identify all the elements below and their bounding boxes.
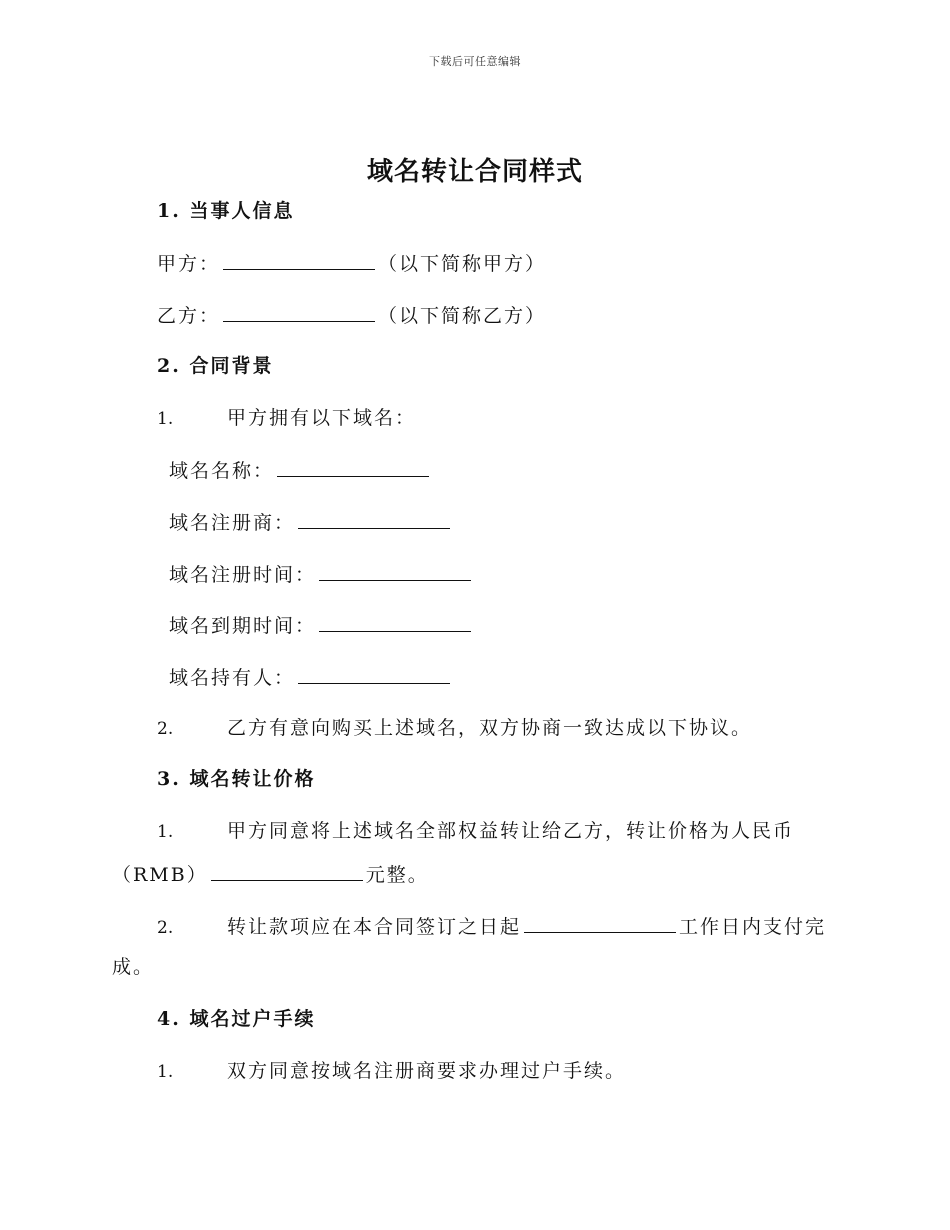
- price-item-1-continued: [112, 860, 429, 888]
- field-label: 域名注册时间：: [169, 564, 317, 586]
- payment-days-blank[interactable]: [524, 912, 676, 933]
- domain-registrar-blank[interactable]: [298, 508, 450, 529]
- party-b-blank[interactable]: [223, 301, 375, 322]
- party-b-label: 乙方：: [157, 305, 221, 327]
- item-number: 2.: [157, 719, 174, 739]
- transfer-item-1: [157, 1058, 626, 1085]
- field-label: 域名名称：: [169, 460, 275, 482]
- item-text: 乙方有意向购买上述域名，双方协商一致达成以下协议。: [227, 717, 753, 739]
- price-item-1: [157, 818, 794, 845]
- field-label: 域名持有人：: [169, 667, 296, 689]
- section-heading-background: 2. 合同背景: [157, 355, 274, 377]
- section-heading-transfer: 4. 域名过户手续: [157, 1008, 316, 1030]
- domain-holder-blank[interactable]: [298, 663, 450, 684]
- background-item-2: [157, 715, 752, 742]
- domain-expiry-time-field: [169, 611, 474, 639]
- document-title: 域名转让合同样式: [366, 157, 583, 187]
- item-text: 双方同意按域名注册商要求办理过户手续。: [227, 1060, 627, 1082]
- domain-holder-field: [169, 663, 453, 691]
- domain-registration-time-field: [169, 560, 474, 588]
- field-label: 域名到期时间：: [169, 615, 317, 637]
- field-label: 域名注册商：: [169, 512, 296, 534]
- party-a-label: 甲方：: [157, 253, 221, 275]
- domain-name-field: [169, 456, 432, 484]
- domain-expiry-time-blank[interactable]: [319, 611, 471, 632]
- price-item-2-continued: 成。: [112, 956, 155, 978]
- party-b-line: [157, 301, 546, 329]
- item-text-suffix: 工作日内支付完: [679, 916, 827, 938]
- amount-suffix: 元整。: [365, 864, 429, 886]
- domain-registration-time-blank[interactable]: [319, 560, 471, 581]
- item-number: 1.: [157, 1062, 174, 1082]
- price-item-2: [157, 912, 826, 941]
- item-number: 1.: [157, 822, 174, 842]
- party-a-blank[interactable]: [223, 249, 375, 270]
- section-heading-price: 3. 域名转让价格: [157, 768, 316, 790]
- item-number: 1.: [157, 409, 174, 429]
- domain-name-blank[interactable]: [277, 456, 429, 477]
- party-a-line: [157, 249, 546, 277]
- background-item-1: [157, 405, 416, 432]
- item-text: 甲方同意将上述域名全部权益转让给乙方，转让价格为人民币: [227, 820, 795, 842]
- item-number: 2.: [157, 918, 174, 938]
- currency-label: （RMB）: [112, 864, 208, 886]
- price-amount-blank[interactable]: [211, 860, 363, 881]
- party-a-suffix: （以下简称甲方）: [378, 253, 547, 275]
- item-text-prefix: 转让款项应在本合同签订之日起: [227, 916, 522, 938]
- domain-registrar-field: [169, 508, 453, 536]
- party-b-suffix: （以下简称乙方）: [378, 305, 547, 327]
- item-text: 甲方拥有以下域名：: [227, 407, 417, 429]
- section-heading-parties: 1. 当事人信息: [157, 200, 295, 222]
- header-note: 下载后可任意编辑: [429, 55, 521, 68]
